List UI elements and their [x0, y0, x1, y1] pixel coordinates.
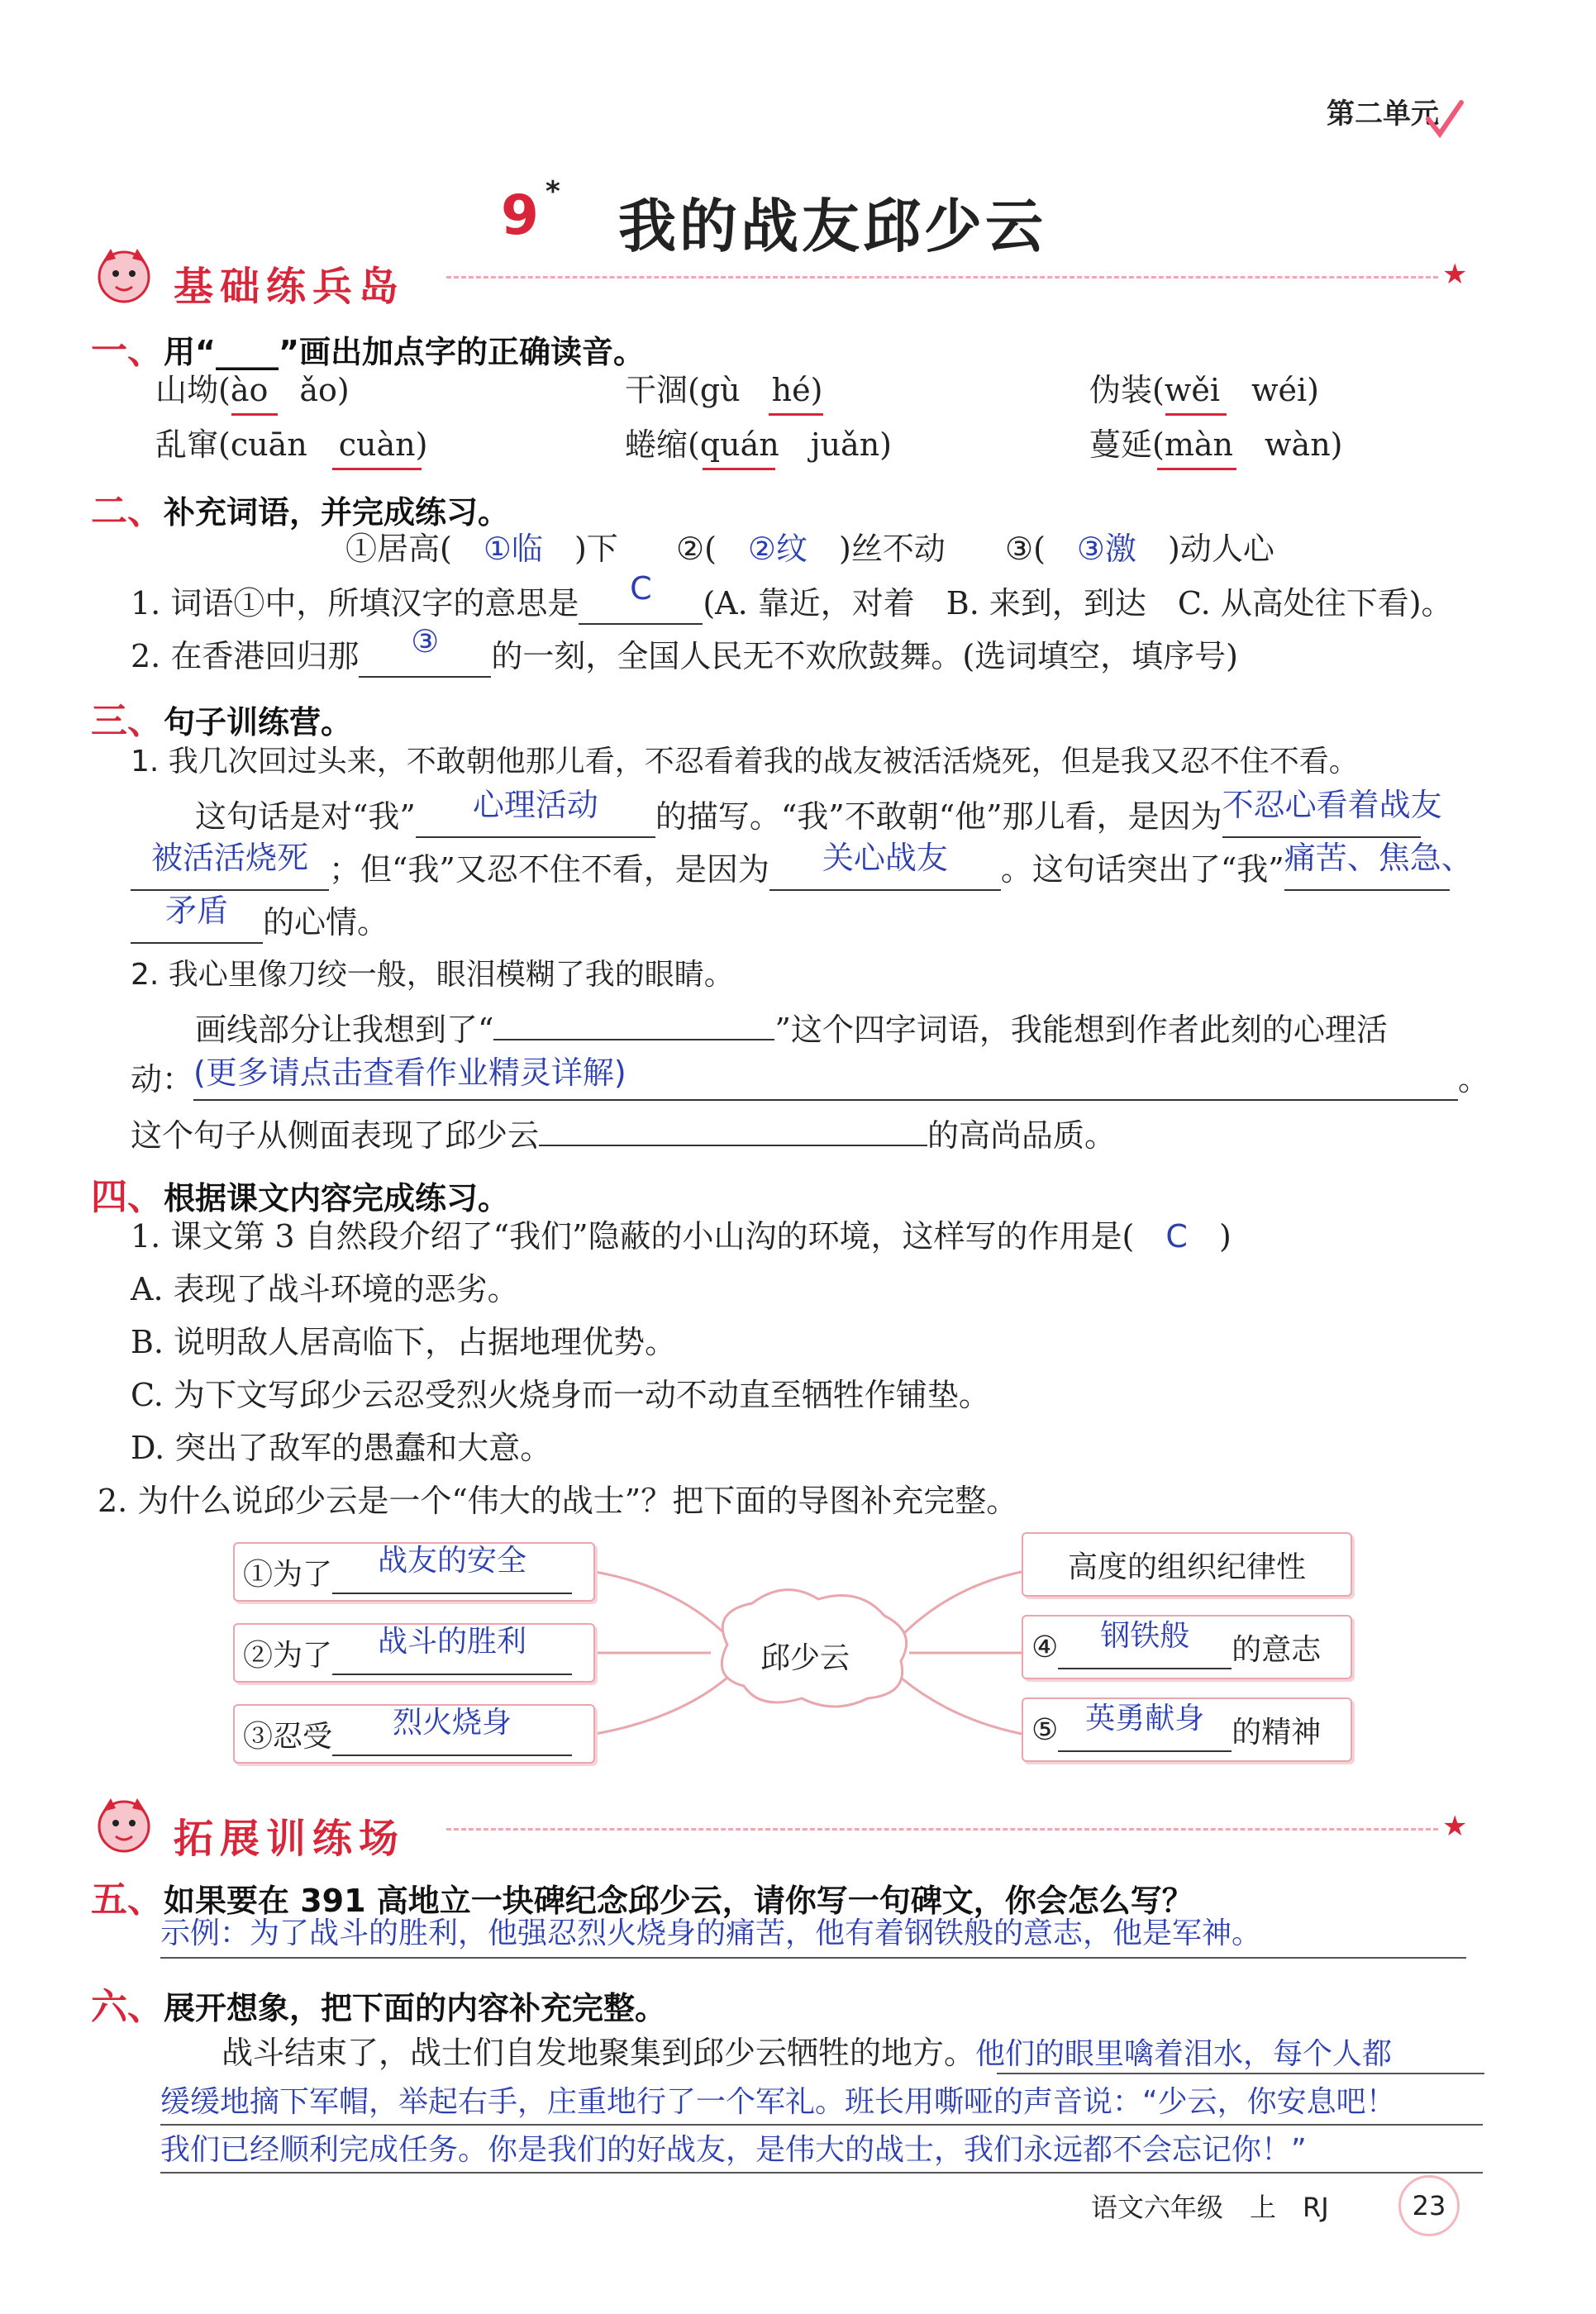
- question-2-heading: 二、补充词语，并完成练习。: [91, 490, 510, 532]
- mind-map-center: 邱少云: [760, 1641, 850, 1675]
- q2-word-3: ③( ③激 )动人心: [1005, 531, 1274, 567]
- q6-line-2: 缓缓地摘下军帽，举起右手，庄重地行了一个军礼。班长用嘶哑的声音说：“少云，你安息吧！: [160, 2085, 1396, 2119]
- page-number: 23: [1398, 2175, 1460, 2236]
- q1-item-3: 伪装(wěi wéi): [1089, 372, 1320, 408]
- mind-map-right-1: 高度的组织纪律性: [1022, 1532, 1352, 1597]
- question-6-heading: 六、展开想象，把下面的内容补充完整。: [91, 1986, 667, 2028]
- section-banner-basic: 基础练兵岛: [174, 264, 406, 310]
- mind-map-left-2: ②为了 战斗的胜利: [233, 1623, 595, 1683]
- mind-map-left-3: ③忍受 烈火烧身: [233, 1704, 595, 1764]
- q3-line-4: 画线部分让我想到了“ ”这个四字词语，我能想到作者此刻的心理活: [195, 1012, 1388, 1048]
- q6-line-3: 我们已经顺利完成任务。你是我们的好战友，是伟大的战士，我们永远都不会忘记你！”: [160, 2133, 1307, 2167]
- q3-line-1: 这句话是对“我” 心理活动 的描写。“我”不敢朝“他”那儿看，是因为不忍心看着战友: [195, 798, 1421, 838]
- q6-line-1: 战斗结束了，战士们自发地聚集到邱少云牺牲的地方。他们的眼里噙着泪水，每个人都: [222, 2035, 1393, 2071]
- q3-line-2: 被活活烧死 ；但“我”又忍不住不看，是因为 关心战友 。这句话突出了“我”痛苦、焦急、: [131, 851, 1450, 891]
- question-4-heading: 四、根据课文内容完成练习。: [91, 1176, 510, 1218]
- banner-divider: [446, 1828, 1438, 1831]
- q4-option-b: B. 说明敌人居高临下，占据地理优势。: [131, 1324, 677, 1360]
- footer-book-label: 语文六年级 上 RJ: [1091, 2192, 1329, 2223]
- q4-option-c: C. 为下文写邱少云忍受烈火烧身而一动不动直至牺牲作铺垫。: [131, 1377, 990, 1413]
- q5-answer: 示例：为了战斗的胜利，他强忍烈火烧身的痛苦，他有着钢铁般的意志，他是军神。: [160, 1916, 1262, 1950]
- q1-item-1: 山坳(ào ǎo): [155, 372, 350, 408]
- q3-line-5: 动：(更多请点击查看作业精灵详解) 。: [131, 1061, 1489, 1101]
- q4-sub-2: 2. 为什么说邱少云是一个“伟大的战士”？把下面的导图补充完整。: [98, 1483, 1018, 1519]
- star-icon: ★: [1442, 258, 1468, 291]
- q3-sentence-2: 2. 我心里像刀绞一般，眼泪模糊了我的眼睛。: [131, 958, 734, 992]
- mind-map-right-3: ⑤ 英勇献身 的精神: [1022, 1697, 1352, 1762]
- q1-item-2: 干涸(gù hé): [625, 372, 823, 408]
- question-3-heading: 三、句子训练营。: [91, 700, 353, 742]
- q4-option-a: A. 表现了战斗环境的恶劣。: [131, 1271, 519, 1307]
- q4-sub-1: 1. 课文第 3 自然段介绍了“我们”隐蔽的小山沟的环境，这样写的作用是( C ): [131, 1218, 1232, 1255]
- q2-sub-2: 2. 在香港回归那 ③ 的一刻，全国人民无不欢欣鼓舞。(选词填空，填序号): [131, 638, 1238, 678]
- q1-item-5: 蜷缩(quán juǎn): [625, 426, 892, 463]
- mind-map-right-2: ④ 钢铁般 的意志: [1022, 1615, 1352, 1679]
- q1-item-4: 乱窜(cuān cuàn): [155, 426, 428, 463]
- lesson-number: 9: [501, 183, 539, 247]
- question-5-heading: 五、如果要在 391 高地立一块碑纪念邱少云，请你写一句碑文，你会怎么写？: [91, 1878, 1193, 1921]
- q2-word-1: ①居高( ①临 )下: [345, 531, 618, 567]
- section-banner-extension: 拓展训练场: [174, 1816, 406, 1862]
- q2-sub-1: 1. 词语①中，所填汉字的意思是 C (A. 靠近，对着 B. 来到，到达 C. 从高处往下看)。: [131, 585, 1453, 625]
- lesson-star: *: [545, 175, 560, 208]
- q3-line-3: 矛盾 的心情。: [131, 904, 388, 944]
- q1-item-6: 蔓延(màn wàn): [1089, 426, 1343, 463]
- unit-label: 第二单元: [1327, 98, 1439, 131]
- star-icon: ★: [1442, 1810, 1468, 1843]
- question-1-heading: 一、用“____”画出加点字的正确读音。: [91, 330, 645, 372]
- q4-option-d: D. 突出了敌军的愚蠢和大意。: [131, 1430, 552, 1466]
- q3-line-6: 这个句子从侧面表现了邱少云 的高尚品质。: [131, 1117, 1117, 1154]
- q3-sentence-1: 1. 我几次回过头来，不敢朝他那儿看，不忍看着我的战友被活活烧死，但是我又忍不住不看。: [131, 745, 1359, 778]
- q2-word-2: ②( ②纹 )丝不动: [676, 531, 946, 567]
- mind-map-left-1: ①为了 战友的安全: [233, 1542, 595, 1602]
- page-title: 我的战友邱少云: [618, 193, 1046, 260]
- mascot-icon: [91, 1793, 157, 1856]
